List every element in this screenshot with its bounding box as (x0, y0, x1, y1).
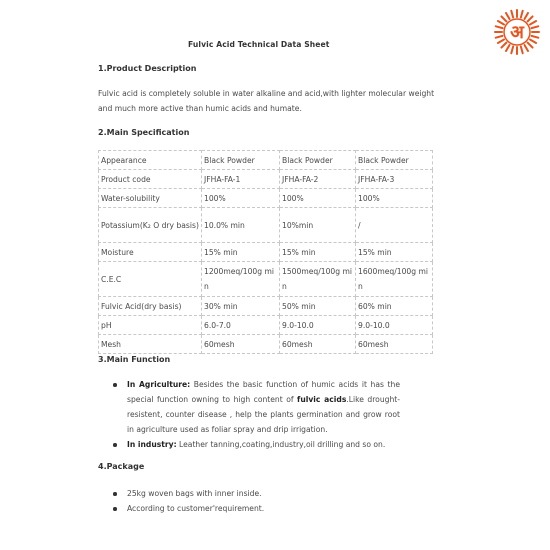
table-cell: 100% (280, 189, 356, 208)
table-row (99, 208, 433, 243)
table-row-label: Appearance (99, 151, 202, 170)
table-cell: 6.0-7.0 (202, 316, 280, 335)
table-cell: 15% min (202, 243, 280, 262)
table-row-label: Potassium(K₂ O dry basis) (99, 208, 202, 243)
table-cell: 1200meq/100g min (202, 262, 280, 297)
bullet-icon (113, 443, 117, 447)
table-cell: JFHA-FA-2 (280, 170, 356, 189)
sun-ray (511, 46, 513, 53)
table-row-label: pH (99, 316, 202, 335)
sun-ray (530, 40, 536, 44)
package-item-text: According to customer'requirement. (127, 504, 265, 513)
table-cell: JFHA-FA-3 (356, 170, 433, 189)
table-cell: 9.0-10.0 (280, 316, 356, 335)
table-row-label: Fulvic Acid(dry basis) (99, 297, 202, 316)
industry-text: Leather tanning,coating,industry,oil drilling and so on. (176, 440, 386, 449)
table-cell: 30% min (202, 297, 280, 316)
sun-ray (498, 21, 504, 25)
sun-ray (525, 45, 529, 51)
sun-ray (511, 11, 513, 18)
table-cell: 60mesh (280, 335, 356, 354)
list-item-agriculture (112, 377, 400, 437)
table-cell: / (356, 208, 433, 243)
section-heading-description: 1.Product Description (98, 64, 197, 73)
table-cell: 15% min (280, 243, 356, 262)
table-row-label: Product code (99, 170, 202, 189)
logo-glyph: अ (510, 22, 524, 43)
description-paragraph: Fulvic acid is completely soluble in water alkaline and acid,with lighter molecular weight and much more active than humic acids and humate. (98, 89, 435, 113)
table-cell: 60% min (356, 297, 433, 316)
table-cell: 60mesh (202, 335, 280, 354)
table-row-label: Moisture (99, 243, 202, 262)
sun-ray (496, 26, 503, 28)
table-cell: 10.0% min (202, 208, 280, 243)
table-cell: 50% min (280, 297, 356, 316)
bullet-icon (113, 492, 117, 496)
section-heading-function: 3.Main Function (98, 355, 171, 364)
section-heading-specification: 2.Main Specification (98, 128, 190, 137)
agriculture-label: In Agriculture: (127, 380, 191, 389)
table-row (99, 316, 433, 335)
table-row (99, 335, 433, 354)
agriculture-bold-text: fulvic acids (297, 395, 347, 404)
package-item-text: 25kg woven bags with inner inside. (127, 489, 262, 498)
list-item-package (112, 486, 412, 501)
table-cell: 15% min (356, 243, 433, 262)
bullet-icon (113, 507, 117, 511)
sun-ray (525, 13, 529, 19)
table-cell: Black Powder (280, 151, 356, 170)
table-row-label: Mesh (99, 335, 202, 354)
industry-label: In industry: (127, 440, 177, 449)
company-logo (493, 8, 541, 56)
table-cell: 10%min (280, 208, 356, 243)
table-cell: 100% (356, 189, 433, 208)
sun-ray (521, 46, 523, 53)
sun-ray (501, 16, 506, 21)
list-item-package (112, 501, 412, 516)
sun-ray (528, 16, 533, 21)
table-row (99, 297, 433, 316)
document-title: Fulvic Acid Technical Data Sheet (188, 40, 330, 49)
table-row (99, 170, 433, 189)
sun-ray (498, 40, 504, 44)
sun-ray (528, 43, 533, 48)
sun-logo-icon (493, 8, 541, 56)
list-item-industry (112, 437, 400, 452)
agriculture-text-1: Besides the basic function of humic acids it has the special function owning to high content of (127, 380, 401, 404)
table-cell: JFHA-FA-1 (202, 170, 280, 189)
table-cell: 100% (202, 189, 280, 208)
table-cell: Black Powder (356, 151, 433, 170)
table-cell: 60mesh (356, 335, 433, 354)
specification-table (98, 150, 433, 354)
table-row (99, 243, 433, 262)
function-list (112, 377, 400, 452)
table-row (99, 151, 433, 170)
table-row-label: C.E.C (99, 262, 202, 297)
agriculture-text-2: .Like drought-resistent, counter disease , help the plants germination and grow root in agriculture used as foliar spray and drip irrigation. (127, 395, 400, 434)
package-list (112, 486, 412, 516)
sun-ray (530, 21, 536, 25)
sun-ray (506, 13, 510, 19)
sun-ray (501, 43, 506, 48)
section-heading-package: 4.Package (98, 462, 145, 471)
table-cell: Black Powder (202, 151, 280, 170)
sun-ray (531, 36, 538, 38)
sun-ray (531, 26, 538, 28)
table-row (99, 262, 433, 297)
sun-ray (506, 45, 510, 51)
bullet-icon (113, 383, 117, 387)
sun-ray (521, 11, 523, 18)
table-cell: 1600meq/100g min (356, 262, 433, 297)
table-row-label: Water-solubility (99, 189, 202, 208)
table-cell: 1500meq/100g min (280, 262, 356, 297)
table-cell: 9.0-10.0 (356, 316, 433, 335)
sun-ray (496, 36, 503, 38)
table-row (99, 189, 433, 208)
